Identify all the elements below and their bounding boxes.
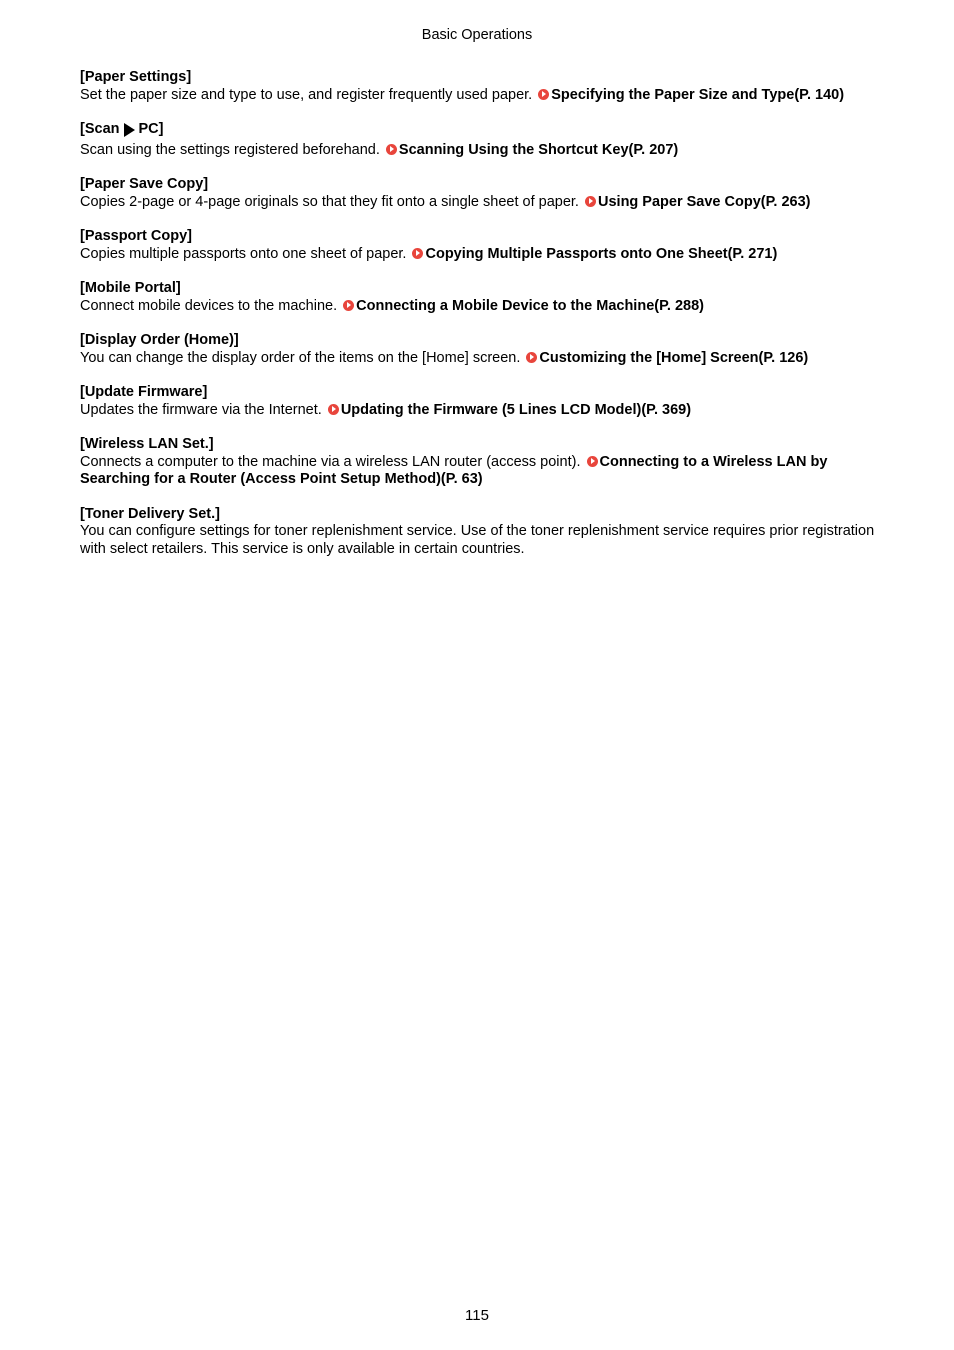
link-scanning-shortcut-key[interactable]: Scanning Using the Shortcut Key(P. 207) [398,141,679,158]
entry-title: [Toner Delivery Set.] [80,505,220,522]
description-text: You can change the display order of the items on the [Home] screen. [80,349,525,366]
entry-mobile-portal [80,280,880,315]
entry-paper-settings [80,69,880,104]
page-number: 115 [465,1307,489,1324]
entry-paper-save-copy [80,176,880,211]
entry-update-firmware [80,384,880,419]
description-text: Connect mobile devices to the machine. [80,297,342,314]
entry-wireless-lan-set [80,436,880,489]
right-arrow-icon [124,123,135,137]
entry-title [80,121,880,139]
link-connecting-mobile-device[interactable]: Connecting a Mobile Device to the Machine(P. 288) [356,297,704,314]
description-text: Scan using the settings registered beforehand. [80,141,384,158]
link-specifying-paper-size[interactable]: Specifying the Paper Size and Type(P. 140) [551,86,845,103]
entry-title: [Mobile Portal] [80,280,181,296]
entry-description [80,194,880,212]
link-arrow-icon [585,196,596,207]
entry-title: [Paper Settings] [80,69,192,85]
link-copying-multiple-passports[interactable]: Copying Multiple Passports onto One Sheet(P. 271) [425,245,778,262]
link-arrow-icon [538,89,549,100]
description-text: Copies 2-page or 4-page originals so that they fit onto a single sheet of paper. [80,193,583,210]
title-prefix: [Scan [80,121,120,137]
entry-description [80,87,880,105]
entry-title: [Wireless LAN Set.] [80,436,214,452]
link-arrow-icon [343,300,354,311]
entry-description [80,402,880,420]
entry-display-order-home [80,332,880,367]
entry-description [80,142,880,160]
title-suffix: PC] [138,121,164,137]
description-text: Connects a computer to the machine via a wireless LAN router (access point). [80,453,585,470]
description-text: Copies multiple passports onto one sheet of paper. [80,245,411,262]
entry-description [80,246,880,264]
entry-title: [Update Firmware] [80,384,208,400]
link-arrow-icon [412,248,423,259]
running-header: Basic Operations [421,27,533,43]
link-using-paper-save-copy[interactable]: Using Paper Save Copy(P. 263) [598,193,811,210]
entry-description [80,454,880,489]
link-arrow-icon [386,144,397,155]
entry-title: [Display Order (Home)] [80,332,239,348]
link-updating-firmware[interactable]: Updating the Firmware (5 Lines LCD Model)(P. 369) [340,401,692,418]
description-text: Updates the firmware via the Internet. [80,401,326,418]
link-customizing-home-screen[interactable]: Customizing the [Home] Screen(P. 126) [539,349,809,366]
description-text: Set the paper size and type to use, and register frequently used paper. [80,86,537,103]
entry-passport-copy [80,228,880,263]
link-arrow-icon [526,352,537,363]
link-connecting-wireless-lan[interactable]: Connecting to a Wireless LAN by Searching for a Router (Access Point Setup Method)(P. 63) [80,453,828,487]
entry-description [80,298,880,316]
settings-list [80,69,880,575]
entry-toner-delivery-set [80,506,880,559]
entry-title: [Passport Copy] [80,228,192,244]
link-arrow-icon [587,456,598,467]
entry-title: [Paper Save Copy] [80,176,209,192]
entry-description [80,350,880,368]
link-arrow-icon [328,404,339,415]
entry-scan-pc [80,121,880,159]
entry-description: You can configure settings for toner replenishment service. Use of the toner replenishment service requires prior registration with select retailers. This service is only available in certain countries. [80,523,875,557]
